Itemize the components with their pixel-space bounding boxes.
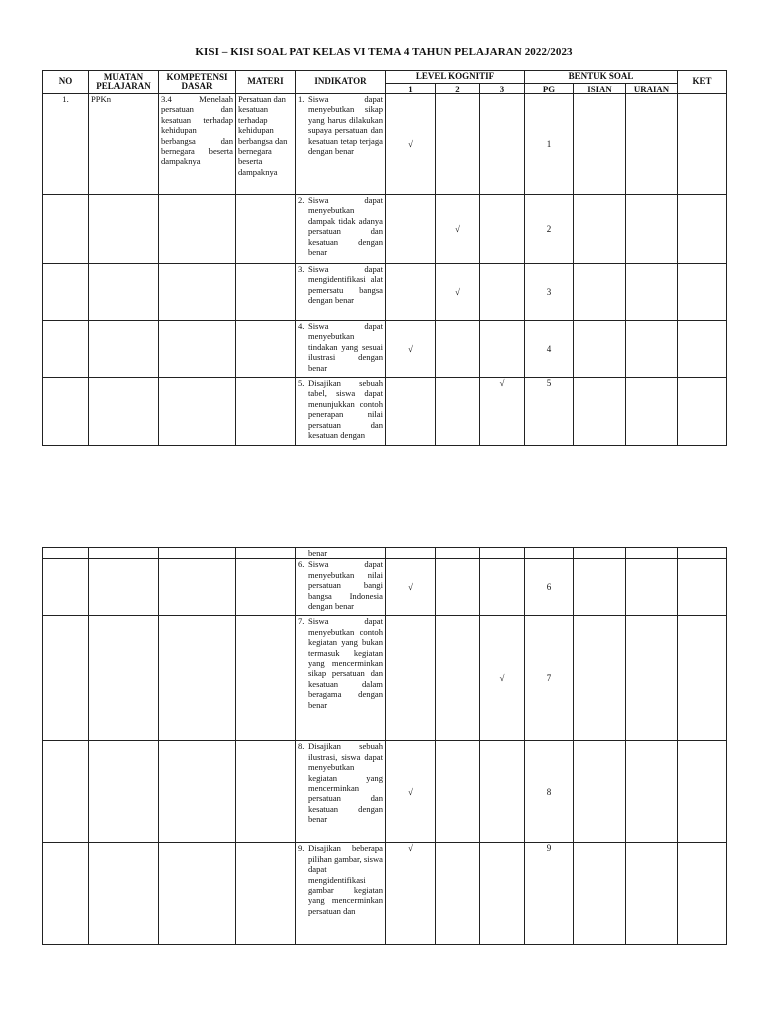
table-row <box>43 616 727 741</box>
cell-level-3 <box>480 94 525 195</box>
header-muatan: MUATAN PELAJARAN <box>89 71 159 94</box>
checkmark-icon: √ <box>455 223 460 234</box>
cell-level-2 <box>436 378 480 446</box>
cell-muatan <box>89 616 159 741</box>
cell-materi <box>236 616 296 741</box>
indikator-number: 2. <box>298 195 305 205</box>
cell-pg: 8 <box>525 741 574 843</box>
table-row-continued <box>43 548 727 559</box>
cell-level-1 <box>386 195 436 264</box>
cell-pg: 9 <box>525 843 574 945</box>
checkmark-icon: √ <box>408 843 413 854</box>
header-level-kognitif: LEVEL KOGNITIF <box>386 71 525 84</box>
header-ket: KET <box>678 71 727 94</box>
cell-ket <box>678 195 727 264</box>
indikator-text: Siswa dapat menyebutkan dampak tidak adanya persatuan dan kesatuan dengan benar <box>308 195 383 258</box>
cell-kompetensi <box>159 378 236 446</box>
cell-pg: 6 <box>525 559 574 616</box>
indikator-wrap <box>298 616 383 710</box>
cell-no <box>43 195 89 264</box>
table-row <box>43 378 727 446</box>
table-row <box>43 195 727 264</box>
cell-level-3 <box>480 264 525 321</box>
cell-indikator <box>296 264 386 321</box>
cell-uraian <box>626 264 678 321</box>
table-row <box>43 264 727 321</box>
indikator-number: 3. <box>298 264 305 274</box>
table-row <box>43 321 727 378</box>
cell-level-2 <box>436 741 480 843</box>
cell-level-2 <box>436 321 480 378</box>
cell-ket <box>678 321 727 378</box>
header-level-2: 2 <box>436 84 480 94</box>
cell-isian <box>574 321 626 378</box>
cell-no <box>43 741 89 843</box>
cell-indikator <box>296 94 386 195</box>
table-row <box>43 741 727 843</box>
cell-materi <box>236 321 296 378</box>
checkmark-icon: √ <box>408 786 413 797</box>
indikator-text: Siswa dapat menyebutkan tindakan yang sesuai ilustrasi dengan benar <box>308 321 383 373</box>
cell-uraian <box>626 94 678 195</box>
cell-level-3 <box>480 843 525 945</box>
cell-level-2 <box>436 94 480 195</box>
cell-level-1 <box>386 378 436 446</box>
cell-indikator <box>296 559 386 616</box>
cell-ket <box>678 378 727 446</box>
header-indikator: INDIKATOR <box>296 71 386 94</box>
indikator-text: Siswa dapat menyebutkan nilai persatuan bangi bangsa Indonesia dengan benar <box>308 559 383 612</box>
table-row <box>43 843 727 945</box>
indikator-number: 5. <box>298 378 305 388</box>
cell-kompetensi <box>159 195 236 264</box>
checkmark-icon: √ <box>408 138 413 149</box>
cell-isian <box>574 843 626 945</box>
header-pg: PG <box>525 84 574 94</box>
indikator-text: Disajikan sebuah tabel, siswa dapat menunjukkan contoh penerapan nilai persatuan dan kesatuan dengan <box>308 378 383 441</box>
cell-muatan <box>89 321 159 378</box>
indikator-number: 7. <box>298 616 305 627</box>
cell-level-2 <box>436 616 480 741</box>
cell-level-1 <box>386 741 436 843</box>
checkmark-icon: √ <box>455 286 460 297</box>
cell-indikator <box>296 321 386 378</box>
cell-no <box>43 264 89 321</box>
cell-level-1 <box>386 843 436 945</box>
cell-level-3 <box>480 321 525 378</box>
indikator-wrap <box>298 559 383 611</box>
cell-no: 1. <box>43 94 89 195</box>
header-row <box>43 71 727 84</box>
indikator-text: Siswa dapat mengidentifikasi alat pemersatu bangsa dengan benar <box>308 264 383 306</box>
cell-uraian <box>626 843 678 945</box>
cell-indikator <box>296 378 386 446</box>
indikator-text: Disajikan beberapa pilihan gambar, siswa dapat mengidentifikasi gambar kegiatan yang mencerminkan persatuan dan <box>308 843 383 916</box>
cell-no <box>43 843 89 945</box>
header-level-1: 1 <box>386 84 436 94</box>
cell-no <box>43 616 89 741</box>
cell-kompetensi <box>159 321 236 378</box>
cell-isian <box>574 195 626 264</box>
cell-materi <box>236 741 296 843</box>
cell-no <box>43 321 89 378</box>
cell-no <box>43 378 89 446</box>
cell-ket <box>678 741 727 843</box>
cell-level-2 <box>436 195 480 264</box>
cell-indikator <box>296 741 386 843</box>
header-level-3: 3 <box>480 84 525 94</box>
cell-kompetensi <box>159 559 236 616</box>
cell-uraian <box>626 741 678 843</box>
cell-muatan <box>89 264 159 321</box>
cell-ket <box>678 559 727 616</box>
cell-materi <box>236 264 296 321</box>
indikator-text: Siswa dapat menyebutkan contoh kegiatan yang bukan termasuk kegiatan yang mencerminkan sikap persatuan dan kesatuan dalam beragama dengan benar <box>308 616 383 710</box>
header-materi: MATERI <box>236 71 296 94</box>
cell-level-1 <box>386 616 436 741</box>
indikator-wrap <box>298 321 383 373</box>
cell-level-2 <box>436 843 480 945</box>
table-row <box>43 94 727 195</box>
cell-uraian <box>626 195 678 264</box>
table-row <box>43 559 727 616</box>
cell-isian <box>574 616 626 741</box>
indikator-wrap <box>298 843 383 916</box>
cell-level-3 <box>480 741 525 843</box>
cell-pg: 1 <box>525 94 574 195</box>
cell-uraian <box>626 616 678 741</box>
cell-muatan <box>89 195 159 264</box>
cell-level-3 <box>480 559 525 616</box>
cell-uraian <box>626 559 678 616</box>
cell-ket <box>678 94 727 195</box>
checkmark-icon: √ <box>499 378 505 388</box>
indikator-wrap <box>298 195 383 257</box>
indikator-number: 4. <box>298 321 305 331</box>
cell-pg: 7 <box>525 616 574 741</box>
cell-isian <box>574 94 626 195</box>
cell-muatan <box>89 378 159 446</box>
cell-level-1 <box>386 94 436 195</box>
indikator-wrap <box>298 741 383 824</box>
cell-ket <box>678 843 727 945</box>
cell-indikator <box>296 195 386 264</box>
cell-materi <box>236 843 296 945</box>
cell-level-2 <box>436 264 480 321</box>
cell-level-3 <box>480 195 525 264</box>
cell-muatan: PPKn <box>89 94 159 195</box>
cell-isian <box>574 559 626 616</box>
header-kompetensi: KOMPETENSI DASAR <box>159 71 236 94</box>
cell-muatan <box>89 741 159 843</box>
cell-isian <box>574 378 626 446</box>
kisi-table-page-2 <box>42 547 727 945</box>
cell-ket <box>678 616 727 741</box>
cell-indikator <box>296 843 386 945</box>
indikator-text: Disajikan sebuah ilustrasi, siswa dapat menyebutkan kegiatan yang mencerminkan persatuan dan kesatuan dengan benar <box>308 741 383 825</box>
cell-indikator <box>296 616 386 741</box>
indikator-number: 1. <box>298 94 305 104</box>
cell-muatan <box>89 843 159 945</box>
cell-kompetensi: 3.4 Menelaah persatuan dan kesatuan terhadap kehidupan berbangsa dan bernegara beserta dampaknya <box>159 94 236 195</box>
indikator-wrap <box>298 264 383 306</box>
header-no: NO <box>43 71 89 94</box>
cell-level-1 <box>386 264 436 321</box>
checkmark-icon: √ <box>408 343 413 354</box>
cell-materi <box>236 559 296 616</box>
indikator-number: 8. <box>298 741 305 752</box>
kisi-table-page-1 <box>42 70 727 446</box>
cell-isian <box>574 741 626 843</box>
cell-kompetensi <box>159 741 236 843</box>
cell-pg: 3 <box>525 264 574 321</box>
cell-level-2 <box>436 559 480 616</box>
cell-level-1 <box>386 559 436 616</box>
cell-level-1 <box>386 321 436 378</box>
cell-level-3 <box>480 378 525 446</box>
cell-level-3 <box>480 616 525 741</box>
cell-no <box>43 559 89 616</box>
indikator-wrap <box>298 94 383 156</box>
cell-kompetensi <box>159 264 236 321</box>
indikator-number: 6. <box>298 559 305 570</box>
header-isian: ISIAN <box>574 84 626 94</box>
cell-materi: Persatuan dan kesatuan terhadap kehidupan berbangsa dan bernegara beserta dampaknya <box>236 94 296 195</box>
cell-ket <box>678 264 727 321</box>
checkmark-icon: √ <box>499 673 505 684</box>
cell-materi <box>236 195 296 264</box>
cell-uraian <box>626 321 678 378</box>
cell-pg: 5 <box>525 378 574 446</box>
header-uraian: URAIAN <box>626 84 678 94</box>
cell-uraian <box>626 378 678 446</box>
checkmark-icon: √ <box>408 582 413 593</box>
indikator-continued-text: benar <box>296 548 386 559</box>
cell-muatan <box>89 559 159 616</box>
indikator-text: Siswa dapat menyebutkan sikap yang harus dilakukan supaya persatuan dan kesatuan tetap terjaga dengan benar <box>308 94 383 157</box>
cell-kompetensi <box>159 843 236 945</box>
cell-kompetensi <box>159 616 236 741</box>
cell-isian <box>574 264 626 321</box>
cell-pg: 4 <box>525 321 574 378</box>
cell-materi <box>236 378 296 446</box>
indikator-number: 9. <box>298 843 305 854</box>
page-title: KISI – KISI SOAL PAT KELAS VI TEMA 4 TAHUN PELAJARAN 2022/2023 <box>195 46 573 58</box>
cell-pg: 2 <box>525 195 574 264</box>
indikator-wrap <box>298 378 383 440</box>
header-bentuk-soal: BENTUK SOAL <box>525 71 678 84</box>
